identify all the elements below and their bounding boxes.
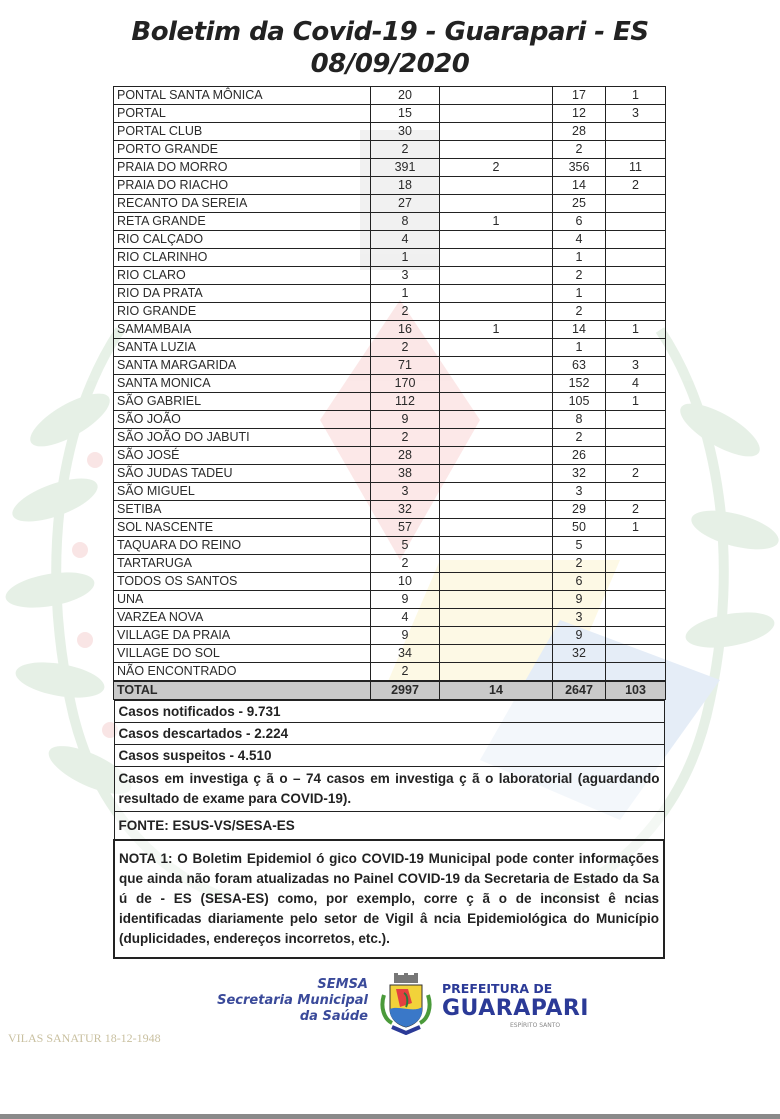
semsa-name: Secretaria Municipal <box>217 993 368 1008</box>
neighborhood-name: SÃO GABRIEL <box>114 393 371 411</box>
col3-value <box>440 123 553 141</box>
col3-value <box>440 411 553 429</box>
table-row <box>114 267 666 285</box>
col2-value: 20 <box>371 87 440 105</box>
col5-value <box>606 411 666 429</box>
col4-value: 6 <box>553 213 606 231</box>
col4-value: 26 <box>553 447 606 465</box>
page-title: Boletim da Covid-19 - Guarapari - ES <box>131 17 649 47</box>
col2-value: 9 <box>371 627 440 645</box>
col5-value <box>606 609 666 627</box>
col3-value <box>440 105 553 123</box>
col4-value: 152 <box>553 375 606 393</box>
col2-value: 27 <box>371 195 440 213</box>
neighborhood-name: SÃO MIGUEL <box>114 483 371 501</box>
col4-value: 2 <box>553 267 606 285</box>
table-row <box>114 447 666 465</box>
table-row <box>114 627 666 645</box>
neighborhood-name: NÃO ENCONTRADO <box>114 663 371 682</box>
col4-value: 17 <box>553 87 606 105</box>
col5-value: 11 <box>606 159 666 177</box>
prefeitura-logo <box>442 981 589 1030</box>
watermark-date: 18-12-1948 <box>104 1031 161 1045</box>
col2-value: 16 <box>371 321 440 339</box>
state-name: ESPÍRITO SANTO <box>510 1022 561 1029</box>
col4-value: 4 <box>553 231 606 249</box>
col4-value: 32 <box>553 465 606 483</box>
footer-logos <box>0 973 780 1049</box>
col5-value <box>606 123 666 141</box>
col3-value <box>440 591 553 609</box>
col3-value <box>440 267 553 285</box>
col2-value: 3 <box>371 483 440 501</box>
neighborhood-name: SÃO JUDAS TADEU <box>114 465 371 483</box>
table-row <box>114 429 666 447</box>
col5-value: 1 <box>606 519 666 537</box>
table-row <box>114 231 666 249</box>
col3-value <box>440 573 553 591</box>
semsa-logo <box>217 977 368 1025</box>
col4-value: 50 <box>553 519 606 537</box>
neighborhood-name: PORTO GRANDE <box>114 141 371 159</box>
col3-value <box>440 357 553 375</box>
col4-value: 14 <box>553 177 606 195</box>
table-row <box>114 249 666 267</box>
col5-value <box>606 303 666 321</box>
col3-value <box>440 177 553 195</box>
col5-value <box>606 231 666 249</box>
col4-value: 1 <box>553 249 606 267</box>
neighborhood-name: PORTAL CLUB <box>114 123 371 141</box>
col3-value <box>440 249 553 267</box>
col5-value: 2 <box>606 465 666 483</box>
col4-value: 12 <box>553 105 606 123</box>
discarded-cases: Casos descartados - 2.224 <box>114 723 664 745</box>
col5-value <box>606 573 666 591</box>
col2-value: 391 <box>371 159 440 177</box>
col3-value: 1 <box>440 213 553 231</box>
col5-value <box>606 141 666 159</box>
table-row <box>114 609 666 627</box>
col5-value <box>606 249 666 267</box>
col5-value: 1 <box>606 393 666 411</box>
col2-value: 9 <box>371 591 440 609</box>
col5-value: 3 <box>606 105 666 123</box>
col4-value: 9 <box>553 591 606 609</box>
table-row <box>114 195 666 213</box>
col4-value: 5 <box>553 537 606 555</box>
col5-value <box>606 645 666 663</box>
table-row <box>114 501 666 519</box>
table-row <box>114 357 666 375</box>
semsa-health: da Saúde <box>299 1009 368 1024</box>
bulletin-content <box>113 86 665 959</box>
col5-value <box>606 429 666 447</box>
neighborhood-name: SAMAMBAIA <box>114 321 371 339</box>
col5-value <box>606 591 666 609</box>
col3-value: 1 <box>440 321 553 339</box>
col4-value: 2 <box>553 303 606 321</box>
neighborhood-name: RIO CLARO <box>114 267 371 285</box>
col3-value <box>440 285 553 303</box>
neighborhood-name: TODOS OS SANTOS <box>114 573 371 591</box>
neighborhood-name: VARZEA NOVA <box>114 609 371 627</box>
col5-value <box>606 447 666 465</box>
col3-value <box>440 519 553 537</box>
semsa-acronym: SEMSA <box>317 977 368 992</box>
prefeitura-label: PREFEITURA DE <box>442 981 553 996</box>
col2-value: 2 <box>371 339 440 357</box>
neighborhood-name: VILLAGE DO SOL <box>114 645 371 663</box>
neighborhood-name: RIO DA PRATA <box>114 285 371 303</box>
col4-value: 6 <box>553 573 606 591</box>
col2-value: 2 <box>371 429 440 447</box>
col4-value: 2 <box>553 141 606 159</box>
table-row <box>114 645 666 663</box>
col2-value: 18 <box>371 177 440 195</box>
col4-value: 2 <box>553 429 606 447</box>
col5-value: 1 <box>606 87 666 105</box>
neighborhood-name: RECANTO DA SEREIA <box>114 195 371 213</box>
col5-value: 1 <box>606 321 666 339</box>
table-row <box>114 123 666 141</box>
col4-value: 1 <box>553 339 606 357</box>
col5-value <box>606 267 666 285</box>
cases-by-neighborhood-table <box>113 86 666 700</box>
total-col3: 14 <box>440 681 553 700</box>
table-row <box>114 141 666 159</box>
col2-value: 170 <box>371 375 440 393</box>
col5-value <box>606 213 666 231</box>
col2-value: 4 <box>371 609 440 627</box>
col2-value: 4 <box>371 231 440 249</box>
col2-value: 2 <box>371 663 440 682</box>
col3-value <box>440 465 553 483</box>
col4-value: 3 <box>553 609 606 627</box>
watermark-label <box>8 1031 161 1046</box>
col2-value: 30 <box>371 123 440 141</box>
col2-value: 5 <box>371 537 440 555</box>
table-row <box>114 159 666 177</box>
table-row <box>114 663 666 682</box>
col5-value <box>606 627 666 645</box>
col5-value <box>606 483 666 501</box>
neighborhood-name: PRAIA DO MORRO <box>114 159 371 177</box>
col2-value: 57 <box>371 519 440 537</box>
col3-value <box>440 231 553 249</box>
total-row <box>114 681 666 700</box>
col3-value <box>440 393 553 411</box>
table-row <box>114 573 666 591</box>
watermark-text: VILAS SANATUR <box>8 1031 102 1045</box>
neighborhood-name: SOL NASCENTE <box>114 519 371 537</box>
col4-value: 63 <box>553 357 606 375</box>
table-row <box>114 537 666 555</box>
table-row <box>114 591 666 609</box>
col3-value <box>440 339 553 357</box>
col3-value <box>440 609 553 627</box>
note-1: NOTA 1: O Boletim Epidemiol ó gico COVID-19 Municipal pode conter informações que ainda não foram atualizadas no Painel COVID-19 da Secretaria de Estado da Sa ú de - ES (SESA-ES) como, por exemplo, corre ç ã o de inconsist ê ncias identificadas diariamente pelo setor de Vigil â ncia Epidemiológica do Município (duplicidades, endereços incorretos, etc.). <box>114 840 664 958</box>
col4-value: 25 <box>553 195 606 213</box>
col4-value: 8 <box>553 411 606 429</box>
col3-value <box>440 303 553 321</box>
neighborhood-name: RIO CLARINHO <box>114 249 371 267</box>
col4-value: 29 <box>553 501 606 519</box>
bulletin-date: 08/09/2020 <box>310 49 470 79</box>
total-label: TOTAL <box>114 681 371 700</box>
neighborhood-name: RIO CALÇADO <box>114 231 371 249</box>
neighborhood-name: SANTA MARGARIDA <box>114 357 371 375</box>
col2-value: 112 <box>371 393 440 411</box>
neighborhood-name: TARTARUGA <box>114 555 371 573</box>
col5-value <box>606 537 666 555</box>
col2-value: 34 <box>371 645 440 663</box>
city-name: GUARAPARI <box>442 996 589 1021</box>
neighborhood-name: RIO GRANDE <box>114 303 371 321</box>
total-col5: 103 <box>606 681 666 700</box>
col3-value <box>440 537 553 555</box>
table-row <box>114 375 666 393</box>
table-row <box>114 411 666 429</box>
col4-value: 9 <box>553 627 606 645</box>
col2-value: 2 <box>371 555 440 573</box>
neighborhood-name: SANTA MONICA <box>114 375 371 393</box>
table-row <box>114 303 666 321</box>
col4-value: 28 <box>553 123 606 141</box>
neighborhood-name: PONTAL SANTA MÔNICA <box>114 87 371 105</box>
bottom-bar <box>0 1114 780 1119</box>
col4-value: 1 <box>553 285 606 303</box>
col5-value: 3 <box>606 357 666 375</box>
suspected-cases: Casos suspeitos - 4.510 <box>114 745 664 767</box>
col5-value <box>606 663 666 682</box>
col3-value <box>440 663 553 682</box>
total-col2: 2997 <box>371 681 440 700</box>
table-row <box>114 321 666 339</box>
neighborhood-name: VILLAGE DA PRAIA <box>114 627 371 645</box>
table-row <box>114 393 666 411</box>
col2-value: 28 <box>371 447 440 465</box>
col3-value <box>440 483 553 501</box>
col3-value: 2 <box>440 159 553 177</box>
col2-value: 8 <box>371 213 440 231</box>
col3-value <box>440 645 553 663</box>
col2-value: 2 <box>371 303 440 321</box>
col4-value: 2 <box>553 555 606 573</box>
total-col4: 2647 <box>553 681 606 700</box>
neighborhood-name: PRAIA DO RIACHO <box>114 177 371 195</box>
col3-value <box>440 627 553 645</box>
col2-value: 9 <box>371 411 440 429</box>
neighborhood-name: SÃO JOSÉ <box>114 447 371 465</box>
table-row <box>114 87 666 105</box>
col3-value <box>440 195 553 213</box>
col5-value <box>606 555 666 573</box>
table-row <box>114 285 666 303</box>
col2-value: 2 <box>371 141 440 159</box>
table-row <box>114 519 666 537</box>
col2-value: 38 <box>371 465 440 483</box>
table-row <box>114 555 666 573</box>
table-row <box>114 465 666 483</box>
col5-value <box>606 195 666 213</box>
investigation-cases: Casos em investiga ç ã o – 74 casos em investiga ç ã o laboratorial (aguardando resultado de exame para COVID-19). <box>114 767 664 812</box>
col4-value: 105 <box>553 393 606 411</box>
col5-value: 2 <box>606 177 666 195</box>
neighborhood-name: PORTAL <box>114 105 371 123</box>
col4-value: 14 <box>553 321 606 339</box>
col3-value <box>440 555 553 573</box>
col2-value: 3 <box>371 267 440 285</box>
col2-value: 1 <box>371 249 440 267</box>
table-row <box>114 177 666 195</box>
col4-value: 356 <box>553 159 606 177</box>
neighborhood-name: SÃO JOÃO DO JABUTI <box>114 429 371 447</box>
notified-cases: Casos notificados - 9.731 <box>114 701 664 723</box>
neighborhood-name: TAQUARA DO REINO <box>114 537 371 555</box>
col3-value <box>440 141 553 159</box>
col3-value <box>440 447 553 465</box>
col5-value: 4 <box>606 375 666 393</box>
neighborhood-name: SÃO JOÃO <box>114 411 371 429</box>
col5-value <box>606 339 666 357</box>
neighborhood-name: SETIBA <box>114 501 371 519</box>
col5-value <box>606 285 666 303</box>
col4-value: 32 <box>553 645 606 663</box>
table-row <box>114 105 666 123</box>
col5-value: 2 <box>606 501 666 519</box>
col4-value: 3 <box>553 483 606 501</box>
neighborhood-name: SANTA LUZIA <box>114 339 371 357</box>
table-row <box>114 213 666 231</box>
col2-value: 71 <box>371 357 440 375</box>
col3-value <box>440 375 553 393</box>
table-row <box>114 339 666 357</box>
neighborhood-name: UNA <box>114 591 371 609</box>
col2-value: 32 <box>371 501 440 519</box>
table-row <box>114 483 666 501</box>
table-body <box>114 87 666 682</box>
data-source: FONTE: ESUS-VS/SESA-ES <box>114 812 664 841</box>
summary-table <box>113 700 665 959</box>
neighborhood-name: RETA GRANDE <box>114 213 371 231</box>
col3-value <box>440 87 553 105</box>
col2-value: 15 <box>371 105 440 123</box>
col3-value <box>440 429 553 447</box>
col2-value: 1 <box>371 285 440 303</box>
col2-value: 10 <box>371 573 440 591</box>
col4-value <box>553 663 606 682</box>
col3-value <box>440 501 553 519</box>
guarapari-crest-icon <box>378 973 434 1035</box>
